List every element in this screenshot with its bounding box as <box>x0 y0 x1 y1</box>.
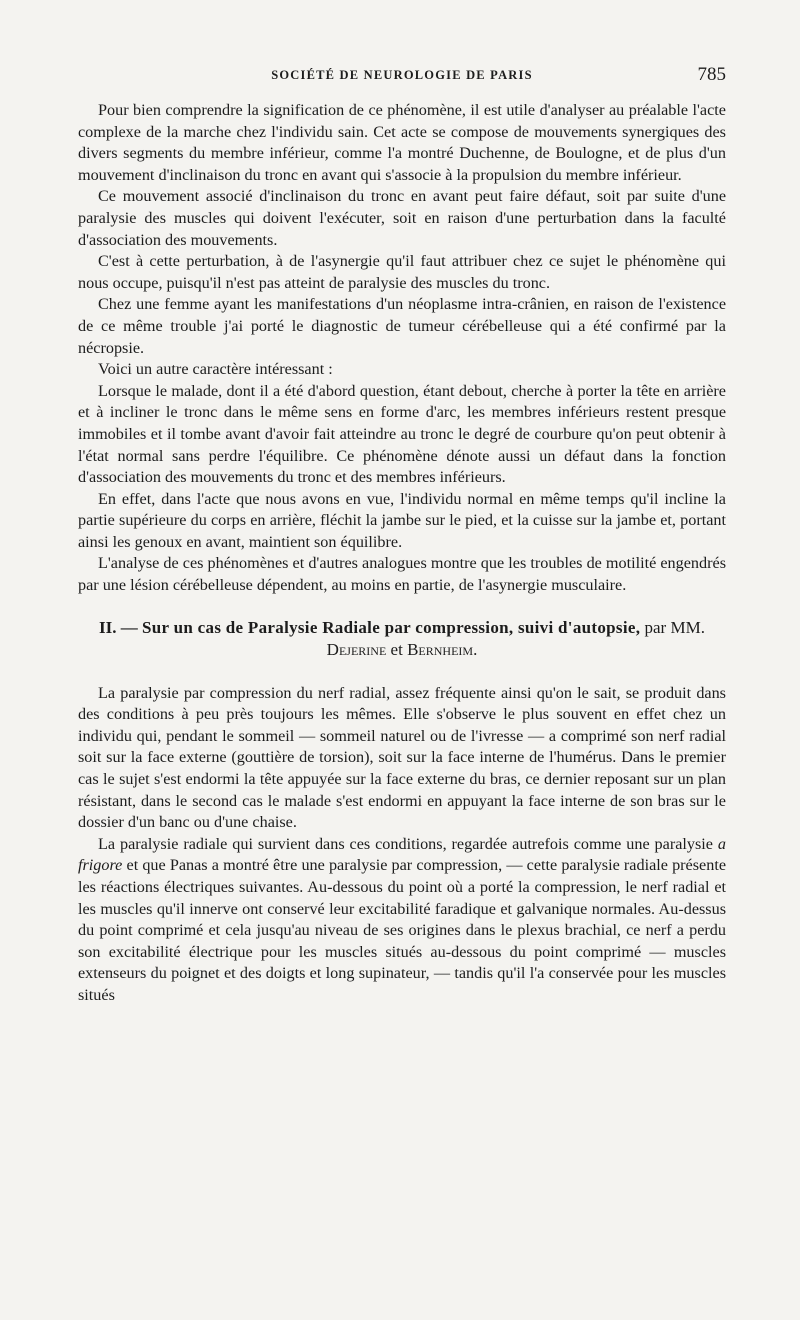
paragraph <box>78 834 726 1007</box>
paragraph: Lorsque le malade, dont il a été d'abord question, étant debout, cherche à porter la tête en arrière et à incliner le tronc dans le même sens en forme d'arc, les membres inférieurs restent presque immobiles et il tombe avant d'avoir fait atteindre au tronc le degré de courbure qu'on peut obtenir à l'état normal sans perdre l'équilibre. Ce phénomène dénote aussi un défaut dans la fonction d'association des mouvements du tronc et des membres inférieurs. <box>78 381 726 487</box>
paragraph: Ce mouvement associé d'inclinaison du tronc en avant peut faire défaut, soit par suite d'une paralysie des muscles qui doivent l'exécuter, soit en raison d'une perturbation dans la faculté d'association des mouvements. <box>78 187 726 249</box>
section-author-2: Bernheim. <box>407 639 478 659</box>
section-and: et <box>390 639 403 659</box>
paragraph: En effet, dans l'acte que nous avons en vue, l'individu normal en même temps qu'il incline la partie supérieure du corps en arrière, fléchit la jambe sur le pied, et la cuisse sur la jambe et, portant ainsi les genoux en avant, maintient son équilibre. <box>78 489 726 551</box>
page-number: 785 <box>697 64 726 85</box>
page-header <box>78 64 726 88</box>
section-author-1: Dejerine <box>326 639 387 659</box>
paragraph-text: La paralysie radiale qui survient dans ces conditions, regardée autrefois comme une paralysie <box>98 834 713 853</box>
section-heading <box>78 617 726 661</box>
paragraph: C'est à cette perturbation, à de l'asynergie qu'il faut attribuer chez ce sujet le phénomène qui nous occupe, puisqu'il n'est pas atteint de paralysie des muscles du tronc. <box>78 252 726 292</box>
paragraph: Pour bien comprendre la signification de ce phénomène, il est utile d'analyser au préalable l'acte complexe de la marche chez l'individu sain. Cet acte se compose de mouvements synergiques des divers segments du membre inférieur, comme l'a montré Duchenne, de Boulogne, et de plus d'un mouvement d'inclinaison du tronc en avant qui s'associe à la propulsion du membre inférieur. <box>78 101 726 184</box>
running-head: SOCIÉTÉ DE NEUROLOGIE DE PARIS <box>271 68 533 82</box>
paragraph-text: et que Panas a montré être une paralysie par compression, — cette paralysie radiale présente les réactions électriques suivantes. Au-dessous du point où a porté la compression, le nerf radial et les muscles qu'il innerve ont conservé leur excitabilité faradique et galvanique normales. Au-dessus du point comprimé et cela jusqu'au niveau de ses origines dans le plexus brachial, ce nerf a perdu son excitabilité électrique pour les muscles situés au-dessous du point comprimé — muscles extenseurs du poignet et des doigts et long supinateur, — tandis qu'il l'a conservée pour les muscles situés <box>78 856 727 1004</box>
italic-term: a frigore <box>78 834 726 875</box>
section-by: par MM. <box>644 617 705 637</box>
paragraph: Chez une femme ayant les manifestations d'un néoplasme intra-crânien, en raison de l'existence de ce même trouble j'ai porté le diagnostic de tumeur cérébelleuse qui a été confirmé par la nécropsie. <box>78 295 726 357</box>
body-text <box>78 100 726 1007</box>
paragraph: L'analyse de ces phénomènes et d'autres analogues montre que les troubles de motilité engendrés par une lésion cérébelleuse dépendent, au moins en partie, de l'asynergie musculaire. <box>78 554 726 595</box>
section-number: II. — <box>99 617 138 637</box>
paragraph: La paralysie par compression du nerf radial, assez fréquente ainsi qu'on le sait, se produit dans des conditions à peu près toujours les mêmes. Elle s'observe le plus souvent en effet chez un individu qui, pendant le sommeil — sommeil naturel ou de l'ivresse — a comprimé son nerf radial soit sur la face externe (gouttière de torsion), soit sur la face interne de l'humérus. Dans le premier cas le sujet s'est endormi la tête appuyée sur la face externe du bras, ce dernier reposant sur un plan résistant, dans le second cas le malade s'est endormi en appuyant la face interne de son bras sur le dossier d'un banc ou d'une chaise. <box>78 683 726 832</box>
section-title: Sur un cas de Paralysie Radiale par compression, suivi d'autopsie, <box>142 617 641 637</box>
paragraph: Voici un autre caractère intéressant : <box>98 360 333 379</box>
